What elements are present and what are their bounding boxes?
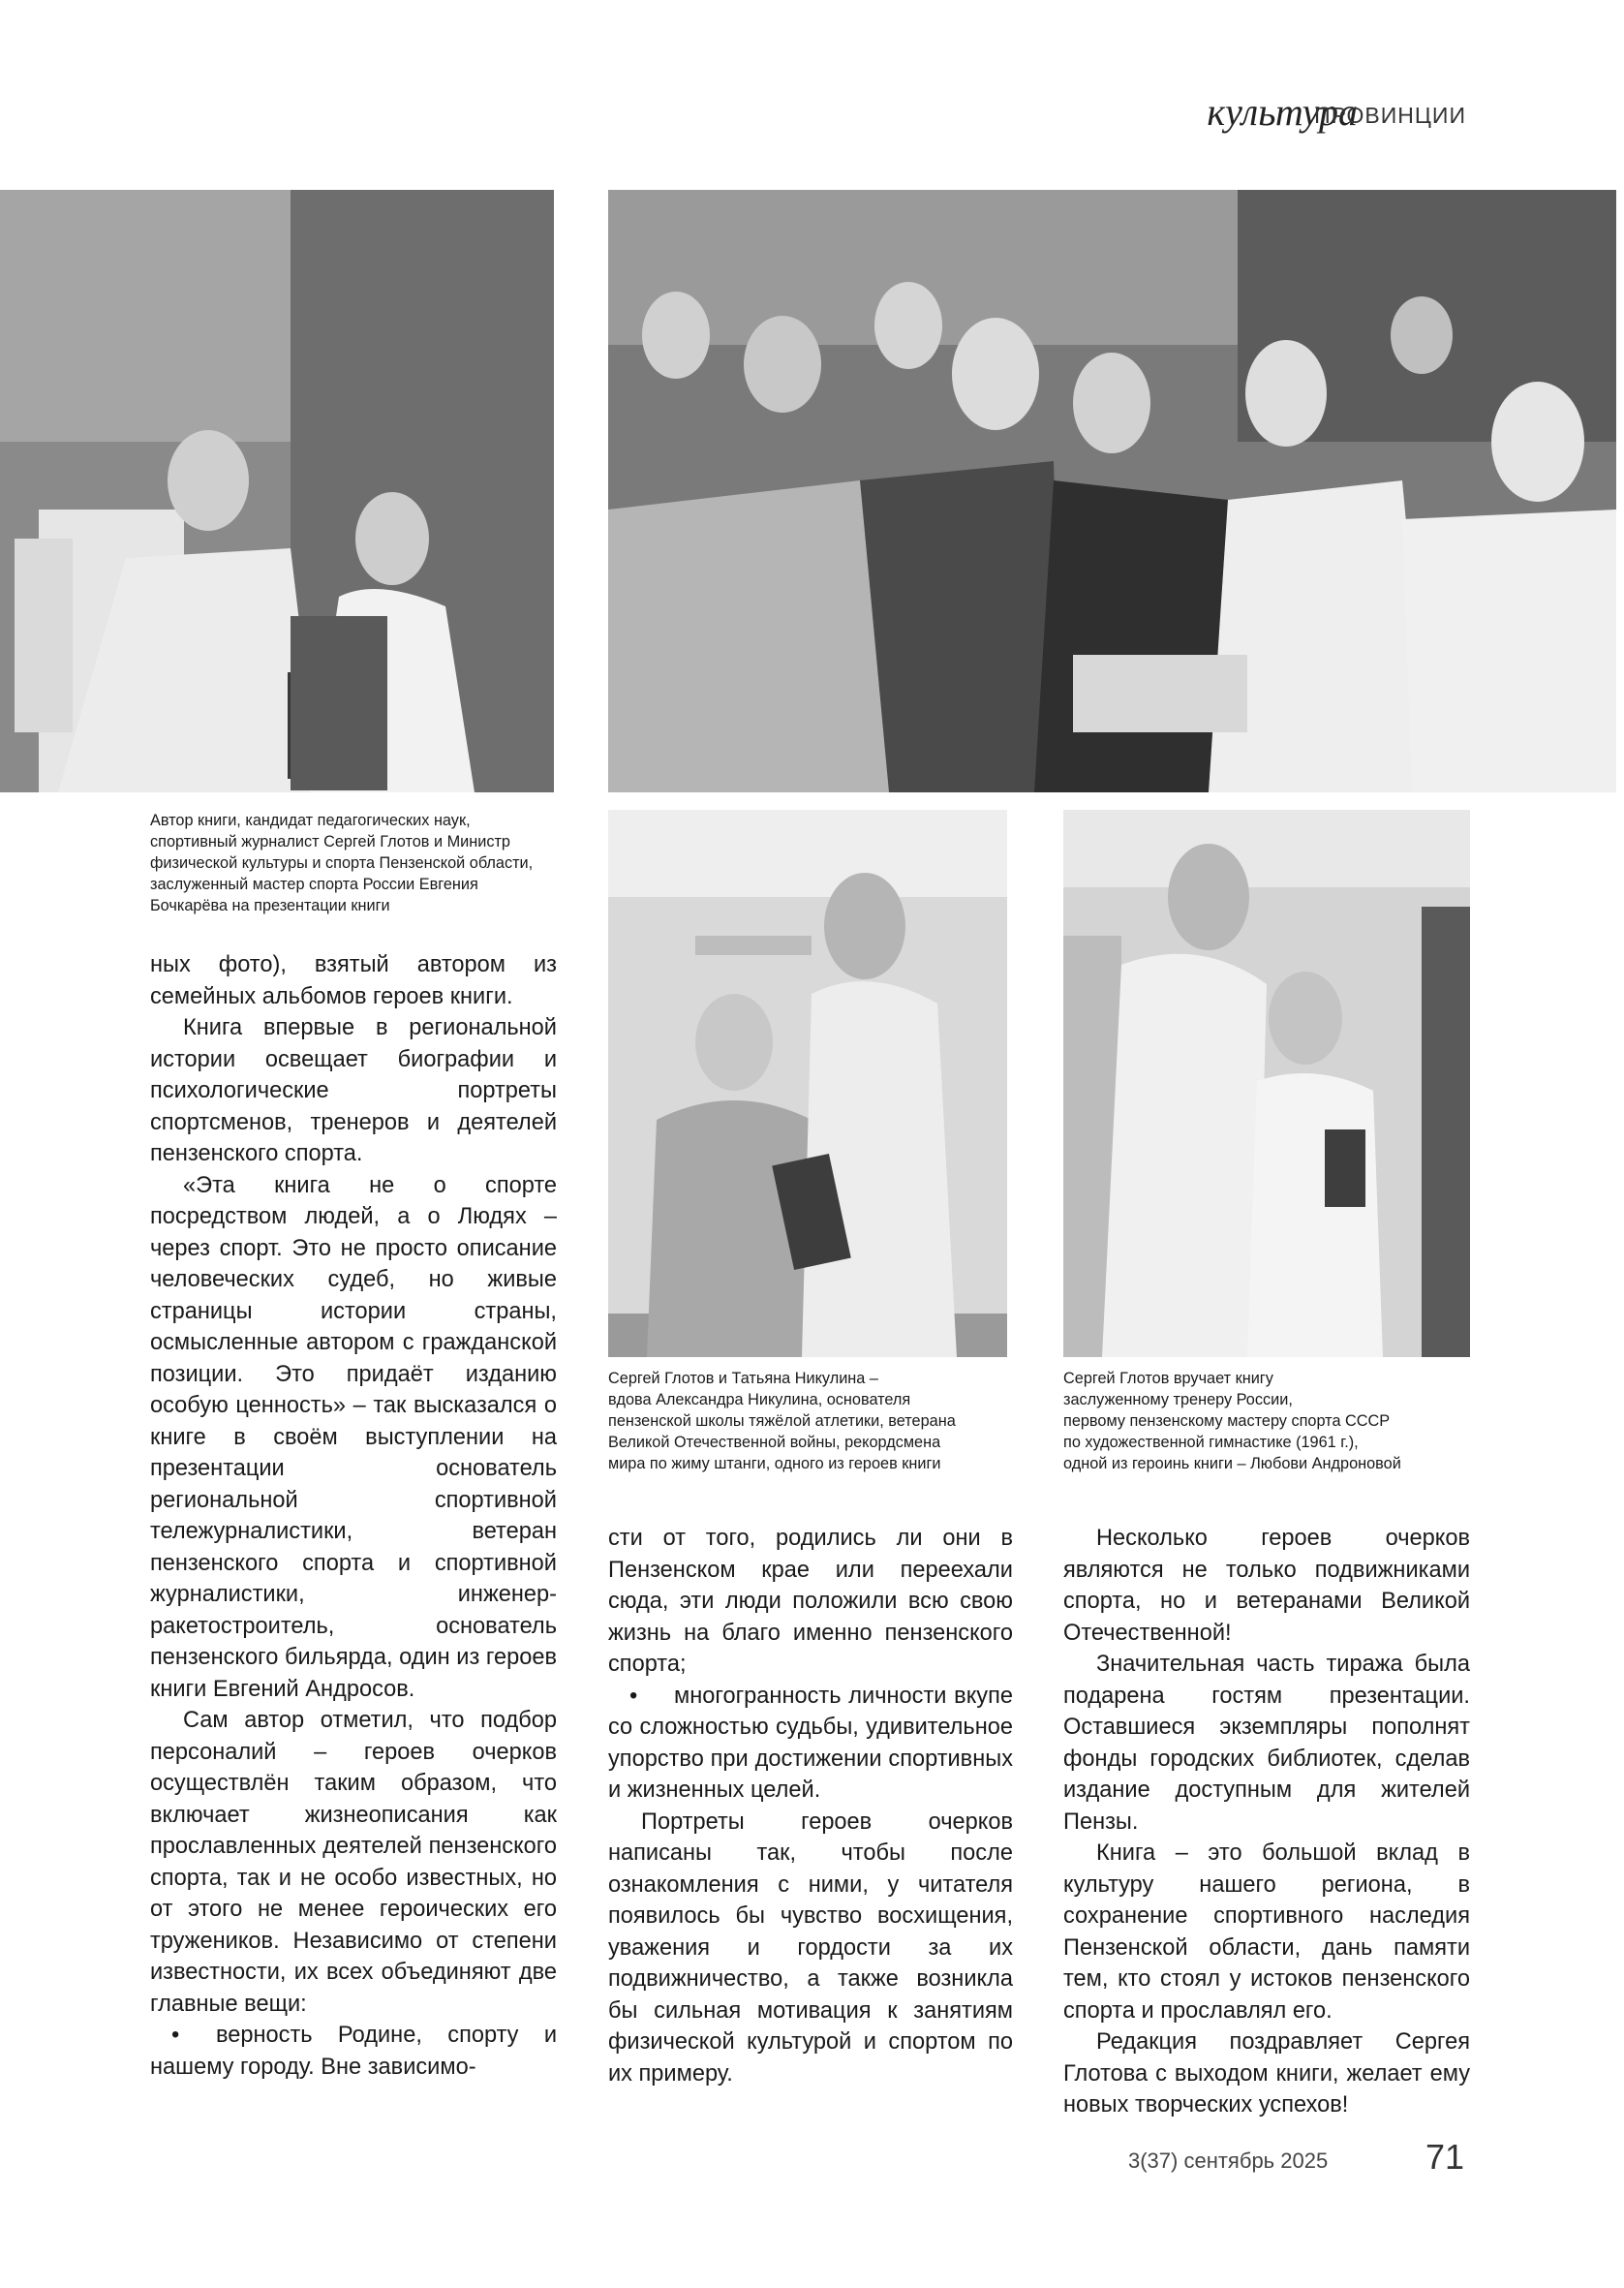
paragraph: Книга впервые в региональной истории освещает биографии и психологические портреты спортсменов, тренеров и деятелей пензенского спорта. <box>150 1015 557 1166</box>
article-column-2 <box>608 1523 1013 2089</box>
paragraph: Книга – это большой вклад в культуру нашего региона, в сохранение спортивного наследия Пензенской области, дань памяти тем, кто стоял у истоков пензенского спорта и прославлял его. <box>1063 1840 1470 2024</box>
paragraph: Портреты героев очерков написаны так, чтобы после ознакомления с ними, у читателя появилось бы чувство восхищения, уважения и гордости за их подвижничество, а также возникла бы сильная мотивация к занятиям физической культурой и спортом по их примеру. <box>608 1809 1013 2087</box>
caption-photo-andronova <box>1063 1368 1480 1474</box>
photo-author-and-minister <box>0 190 554 792</box>
caption-line: по художественной гимнастике (1961 г.), <box>1063 1434 1359 1451</box>
bullet-item <box>608 1681 1013 1807</box>
paragraph: Значительная часть тиража была подарена гостям презентации. Оставшиеся экземпляры пополнят фонды городских библиотек, сделав издание доступным для жителей Пензы. <box>1063 1652 1470 1835</box>
caption-line: первому пензенскому мастеру спорта СССР <box>1063 1412 1391 1430</box>
caption-line: заслуженный мастер спорта России Евгения <box>150 876 478 893</box>
paragraph: Сам автор отметил, что подбор персоналий – героев очерков осуществлён таким образом, что включает жизнеописания как прославленных деятелей пензенского спорта, так и не особо известных, но от этого не менее героических его тружеников. Независимо от степени известности, их всех объединяют две главные вещи: <box>150 1708 557 2017</box>
caption-line: пензенской школы тяжёлой атлетики, ветерана <box>608 1412 956 1430</box>
paragraph: сти от того, родились ли они в Пензенском крае или переехали сюда, эти люди положили всю свою жизнь на благо именно пензенского спорта; <box>608 1526 1013 1677</box>
caption-line: Автор книги, кандидат педагогических наук, <box>150 812 471 829</box>
caption-photo-nikulina <box>608 1368 1015 1474</box>
caption-line: вдова Александра Никулина, основателя <box>608 1391 911 1408</box>
article-column-3 <box>1063 1523 1470 2121</box>
caption-line: Сергей Глотов и Татьяна Никулина – <box>608 1370 878 1387</box>
section-header <box>1162 89 1472 138</box>
paragraph: Редакция поздравляет Сергея Глотова с выходом книги, желает ему новых творческих успехов! <box>1063 2029 1470 2118</box>
caption-line: одной из героинь книги – Любови Андроновой <box>1063 1455 1401 1472</box>
photo-audience <box>608 190 1616 792</box>
bullet-mark: • <box>629 1683 638 1709</box>
caption-line: физической культуры и спорта Пензенской области, <box>150 854 534 872</box>
magazine-brand: культура <box>1207 90 1358 134</box>
bullet-text: многогранность личности вкупе со сложностью судьбы, удивительное упорство при достижении спортивных и жизненных целей. <box>608 1683 1013 1803</box>
bullet-item <box>150 2020 557 2083</box>
caption-line: заслуженному тренеру России, <box>1063 1391 1293 1408</box>
article-column-1 <box>150 949 557 2083</box>
paragraph: ных фото), взятый автором из семейных альбомов героев книги. <box>150 952 557 1009</box>
caption-line: Великой Отечественной войны, рекордсмена <box>608 1434 941 1451</box>
photo-glotov-andronova <box>1063 810 1470 1357</box>
caption-line: спортивный журналист Сергей Глотов и Министр <box>150 833 510 850</box>
bullet-text: верность Родине, спорту и нашему городу. Вне зависимо- <box>150 2023 557 2080</box>
caption-line: мира по жиму штанги, одного из героев книги <box>608 1455 941 1472</box>
page-number: 71 <box>1425 2137 1465 2177</box>
caption-line: Сергей Глотов вручает книгу <box>1063 1370 1273 1387</box>
magazine-subtitle: ПРОВИНЦИИ <box>1314 103 1466 128</box>
paragraph: Несколько героев очерков являются не только подвижниками спорта, но и ветеранами Великой Отечественной! <box>1063 1526 1470 1646</box>
paragraph: «Эта книга не о спорте посредством людей, а о Людях – через спорт. Это не просто описание человеческих судеб, но живые страницы истории страны, осмысленные автором с гражданской позиции. Это придаёт изданию особую ценность» – так высказался о книге в своём выступлении на презентации основатель региональной спортивной тележурналистики, ветеран пензенского спорта и спортивной журналистики, инженер-ракетостроитель, основатель пензенского бильярда, один из героев книги Евгений Андросов. <box>150 1172 557 1702</box>
caption-photo-author <box>150 810 557 916</box>
bullet-mark: • <box>171 2023 180 2048</box>
photo-glotov-nikulina <box>608 810 1007 1357</box>
issue-label: 3(37) сентябрь 2025 <box>1128 2149 1329 2173</box>
caption-line: Бочкарёва на презентации книги <box>150 897 390 914</box>
